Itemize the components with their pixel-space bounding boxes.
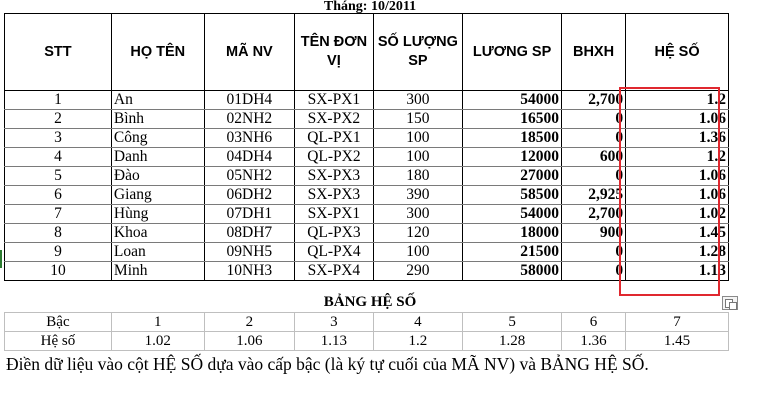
- coef-cell[interactable]: 1.36: [561, 332, 625, 351]
- level-cell[interactable]: 6: [561, 313, 625, 332]
- coef-value-row: [5, 332, 729, 351]
- cell-bhxh[interactable]: 0: [561, 110, 625, 129]
- cell-code[interactable]: 09NH5: [204, 243, 295, 262]
- coef-cell[interactable]: 1.13: [295, 332, 373, 351]
- cell-qty[interactable]: 150: [373, 110, 463, 129]
- cell-qty[interactable]: 300: [373, 91, 463, 110]
- cell-salary[interactable]: 18500: [463, 129, 562, 148]
- cell-name[interactable]: Đào: [111, 167, 204, 186]
- cell-code[interactable]: 07DH1: [204, 205, 295, 224]
- cell-qty[interactable]: 300: [373, 205, 463, 224]
- cell-coef[interactable]: 1.06: [626, 186, 729, 205]
- cell-stt[interactable]: 2: [5, 110, 112, 129]
- cell-salary[interactable]: 16500: [463, 110, 562, 129]
- sheet-title[interactable]: Tháng: 10/2011: [323, 0, 417, 14]
- cell-qty[interactable]: 180: [373, 167, 463, 186]
- level-cell[interactable]: 7: [626, 313, 729, 332]
- cell-salary[interactable]: 54000: [463, 205, 562, 224]
- coef-cell[interactable]: 1.02: [111, 332, 204, 351]
- cell-salary[interactable]: 58500: [463, 186, 562, 205]
- level-cell[interactable]: 2: [204, 313, 295, 332]
- cell-unit[interactable]: SX-PX3: [295, 167, 373, 186]
- cell-bhxh[interactable]: 2,700: [561, 91, 625, 110]
- cell-name[interactable]: Công: [111, 129, 204, 148]
- cell-stt[interactable]: 4: [5, 148, 112, 167]
- cell-qty[interactable]: 290: [373, 262, 463, 281]
- cell-code[interactable]: 08DH7: [204, 224, 295, 243]
- cell-name[interactable]: Khoa: [111, 224, 204, 243]
- cell-qty[interactable]: 100: [373, 129, 463, 148]
- cell-salary[interactable]: 27000: [463, 167, 562, 186]
- cell-name[interactable]: Giang: [111, 186, 204, 205]
- cell-code[interactable]: 10NH3: [204, 262, 295, 281]
- cell-code[interactable]: 05NH2: [204, 167, 295, 186]
- cell-unit[interactable]: QL-PX4: [295, 243, 373, 262]
- header-row: [5, 14, 729, 91]
- cell-coef[interactable]: 1.2: [626, 91, 729, 110]
- coef-cell[interactable]: 1.28: [463, 332, 562, 351]
- cell-coef[interactable]: 1.36: [626, 129, 729, 148]
- cell-name[interactable]: Loan: [111, 243, 204, 262]
- cell-qty[interactable]: 100: [373, 243, 463, 262]
- cell-name[interactable]: Danh: [111, 148, 204, 167]
- level-label[interactable]: Bậc: [5, 313, 112, 332]
- level-cell[interactable]: 5: [463, 313, 562, 332]
- cell-unit[interactable]: SX-PX4: [295, 262, 373, 281]
- header-qty[interactable]: SỐ LƯỢNG SP: [373, 14, 463, 91]
- header-bhxh[interactable]: BHXH: [561, 14, 625, 91]
- cell-name[interactable]: Hùng: [111, 205, 204, 224]
- header-salary[interactable]: LƯƠNG SP: [463, 14, 562, 91]
- cell-salary[interactable]: 12000: [463, 148, 562, 167]
- instruction-note[interactable]: Điền dữ liệu vào cột HỆ SỐ dựa vào cấp bậc (là ký tự cuối của MÃ NV) và BẢNG HỆ SỐ.: [6, 354, 649, 374]
- cell-stt[interactable]: 1: [5, 91, 112, 110]
- cell-unit[interactable]: SX-PX3: [295, 186, 373, 205]
- header-code[interactable]: MÃ NV: [204, 14, 295, 91]
- cell-salary[interactable]: 21500: [463, 243, 562, 262]
- cell-qty[interactable]: 100: [373, 148, 463, 167]
- cell-code[interactable]: 06DH2: [204, 186, 295, 205]
- header-name[interactable]: HỌ TÊN: [111, 14, 204, 91]
- cell-stt[interactable]: 3: [5, 129, 112, 148]
- cell-bhxh[interactable]: 0: [561, 167, 625, 186]
- cell-qty[interactable]: 120: [373, 224, 463, 243]
- cell-qty[interactable]: 390: [373, 186, 463, 205]
- cell-unit[interactable]: QL-PX2: [295, 148, 373, 167]
- cell-name[interactable]: An: [111, 91, 204, 110]
- cell-bhxh[interactable]: 600: [561, 148, 625, 167]
- cell-bhxh[interactable]: 900: [561, 224, 625, 243]
- coef-label[interactable]: Hệ số: [5, 332, 112, 351]
- coef-table: [4, 312, 729, 351]
- coef-cell[interactable]: 1.2: [373, 332, 463, 351]
- cell-salary[interactable]: 58000: [463, 262, 562, 281]
- cell-coef[interactable]: 1.06: [626, 167, 729, 186]
- cell-coef[interactable]: 1.06: [626, 110, 729, 129]
- cell-stt[interactable]: 9: [5, 243, 112, 262]
- cell-unit[interactable]: SX-PX1: [295, 205, 373, 224]
- row-indicator: [0, 250, 2, 268]
- cell-coef[interactable]: 1.28: [626, 243, 729, 262]
- cell-name[interactable]: Bình: [111, 110, 204, 129]
- coef-cell[interactable]: 1.45: [626, 332, 729, 351]
- cell-coef[interactable]: 1.02: [626, 205, 729, 224]
- cell-code[interactable]: 02NH2: [204, 110, 295, 129]
- cell-bhxh[interactable]: 0: [561, 243, 625, 262]
- cell-unit[interactable]: SX-PX1: [295, 91, 373, 110]
- selected-range: [619, 87, 720, 296]
- cell-stt[interactable]: 10: [5, 262, 112, 281]
- header-unit[interactable]: TÊN ĐƠN VỊ: [295, 14, 373, 91]
- cell-bhxh[interactable]: 0: [561, 129, 625, 148]
- cell-stt[interactable]: 7: [5, 205, 112, 224]
- paste-options-icon[interactable]: [722, 296, 738, 310]
- cell-coef[interactable]: 1.2: [626, 148, 729, 167]
- coef-cell[interactable]: 1.06: [204, 332, 295, 351]
- header-stt[interactable]: STT: [5, 14, 112, 91]
- cell-name[interactable]: Minh: [111, 262, 204, 281]
- cell-stt[interactable]: 6: [5, 186, 112, 205]
- cell-bhxh[interactable]: 2,925: [561, 186, 625, 205]
- cell-code[interactable]: 04DH4: [204, 148, 295, 167]
- cell-unit[interactable]: QL-PX3: [295, 224, 373, 243]
- header-coef[interactable]: HỆ SỐ: [626, 14, 729, 91]
- cell-bhxh[interactable]: 0: [561, 262, 625, 281]
- cell-code[interactable]: 03NH6: [204, 129, 295, 148]
- cell-bhxh[interactable]: 2,700: [561, 205, 625, 224]
- cell-stt[interactable]: 5: [5, 167, 112, 186]
- coef-level-row: [5, 313, 729, 332]
- level-cell[interactable]: 3: [295, 313, 373, 332]
- cell-salary[interactable]: 54000: [463, 91, 562, 110]
- level-cell[interactable]: 1: [111, 313, 204, 332]
- cell-coef[interactable]: 1.13: [626, 262, 729, 281]
- level-cell[interactable]: 4: [373, 313, 463, 332]
- coef-table-title[interactable]: BẢNG HỆ SỐ: [323, 294, 417, 310]
- cell-code[interactable]: 01DH4: [204, 91, 295, 110]
- cell-coef[interactable]: 1.45: [626, 224, 729, 243]
- cell-unit[interactable]: QL-PX1: [295, 129, 373, 148]
- cell-unit[interactable]: SX-PX2: [295, 110, 373, 129]
- cell-salary[interactable]: 18000: [463, 224, 562, 243]
- cell-stt[interactable]: 8: [5, 224, 112, 243]
